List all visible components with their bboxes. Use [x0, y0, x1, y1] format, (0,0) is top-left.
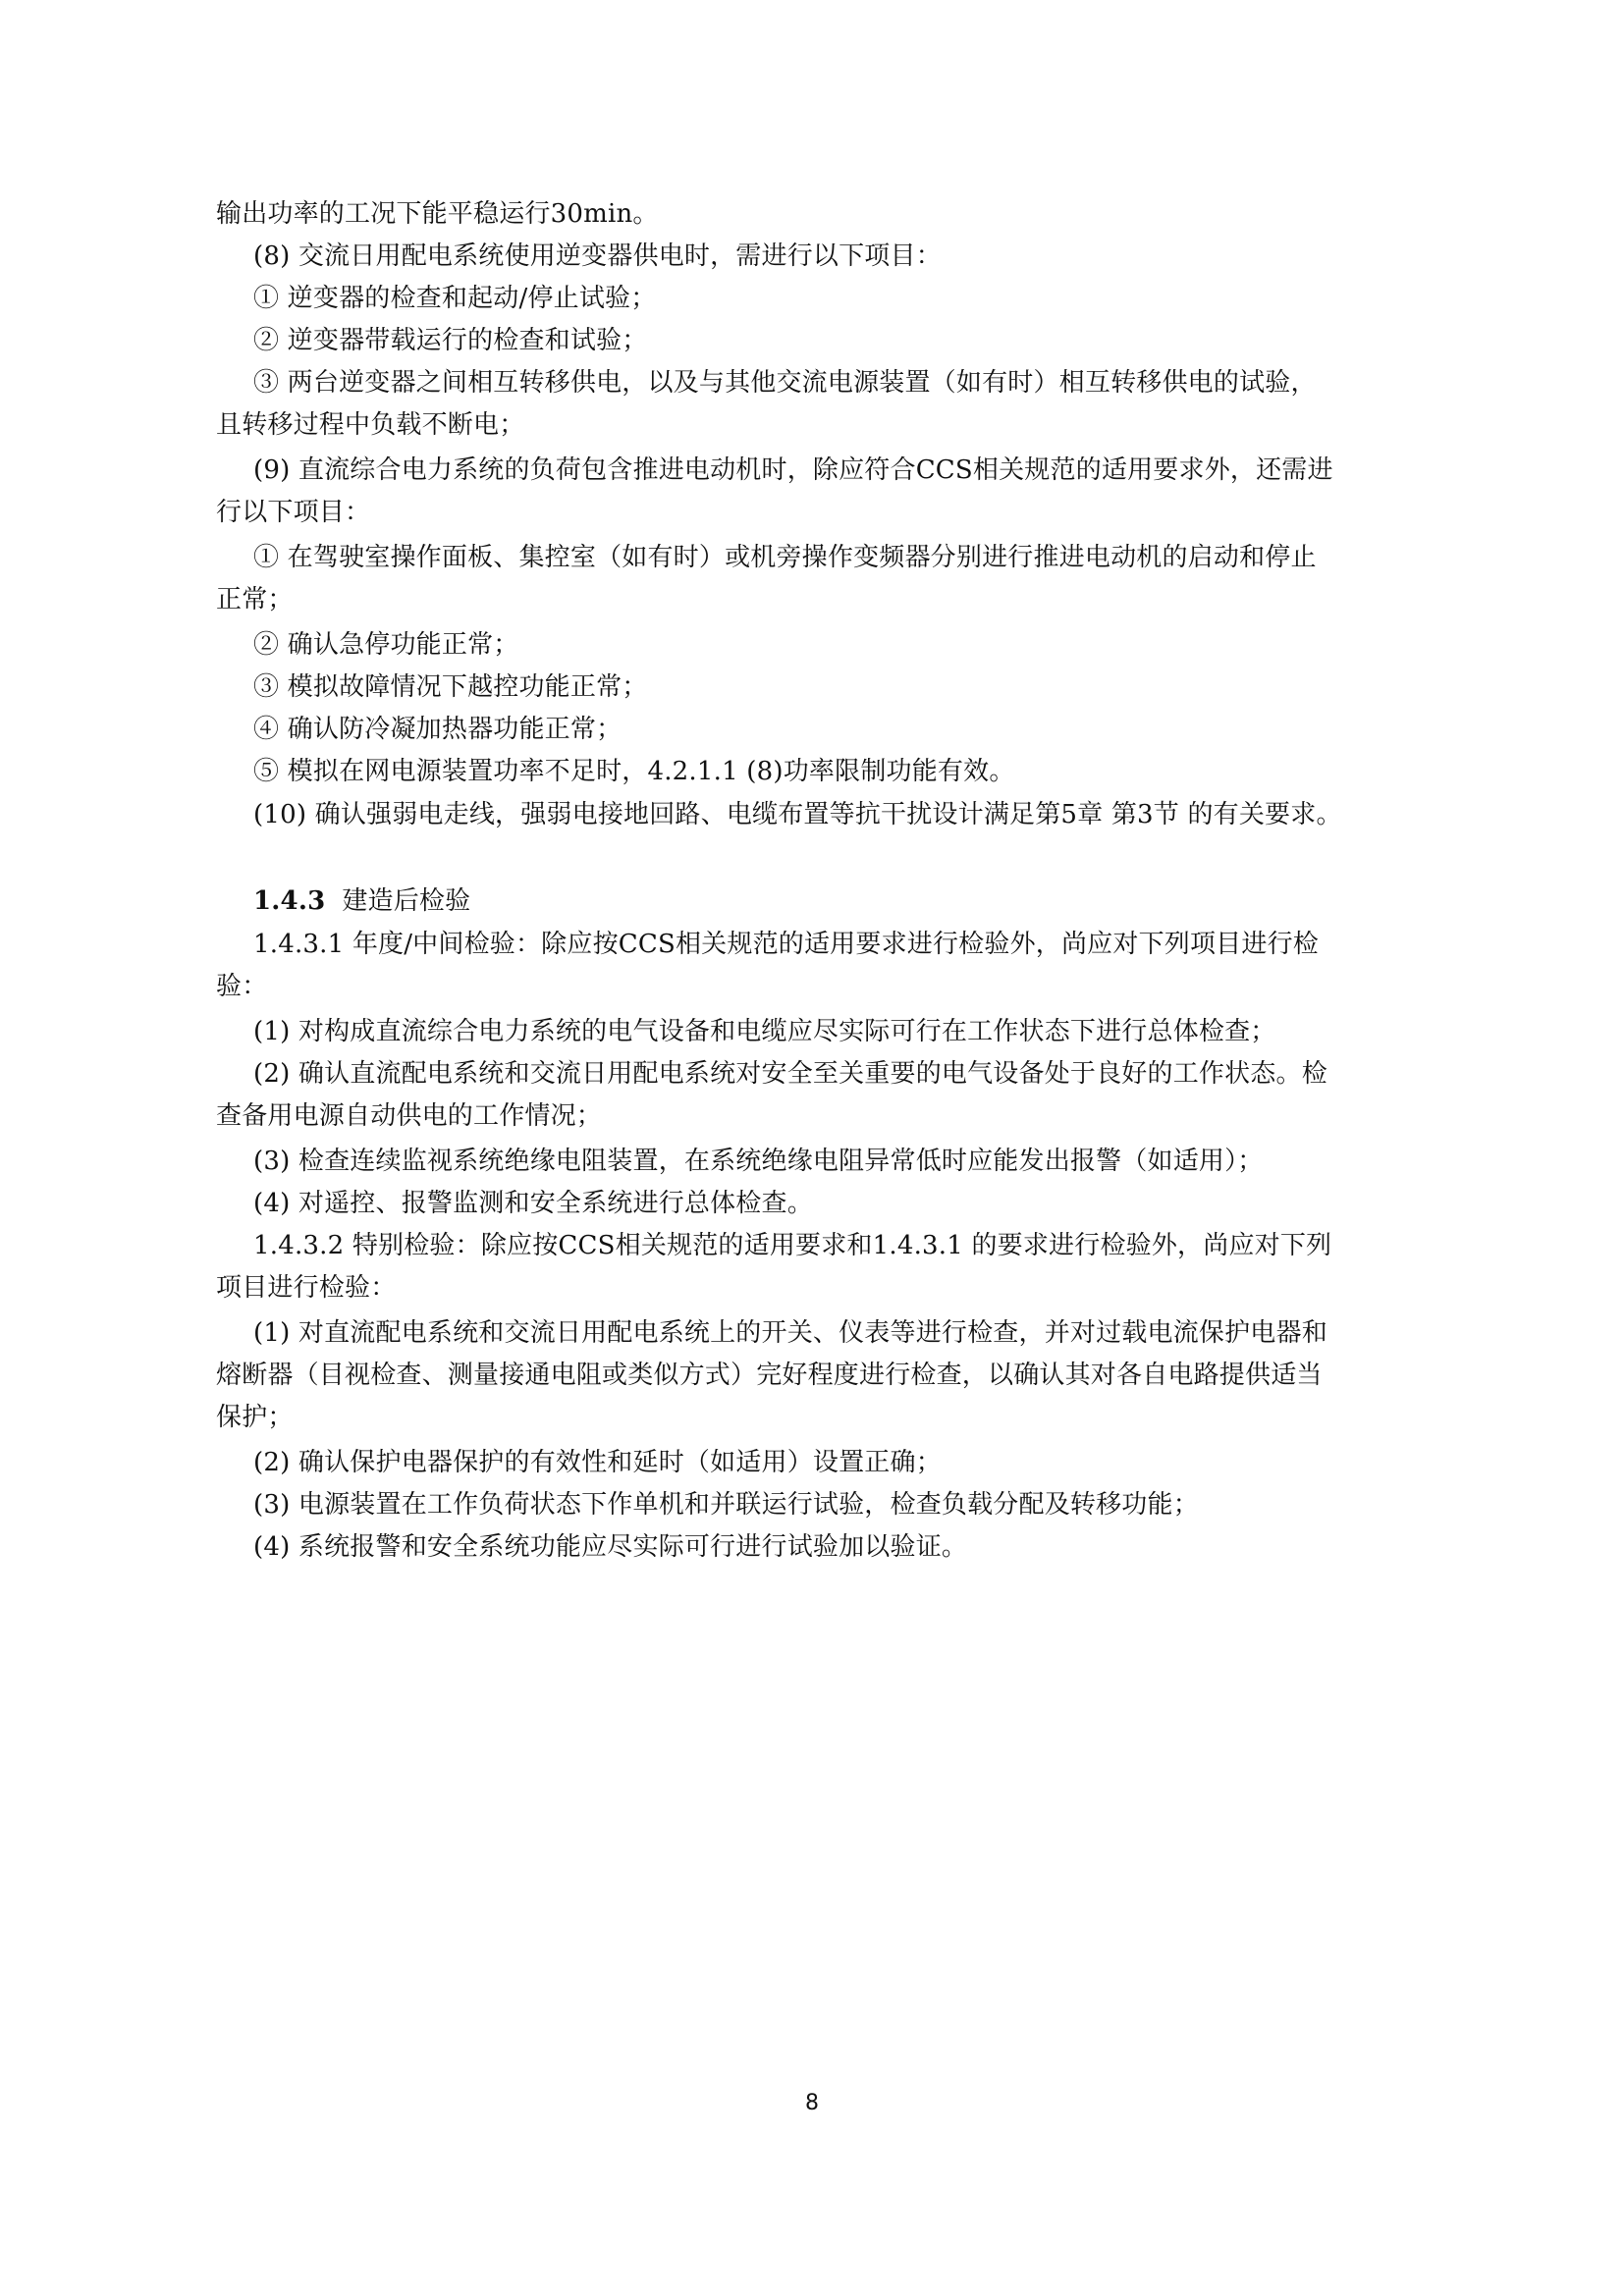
text-line: 查备用电源自动供电的工作情况；: [216, 1101, 603, 1131]
list-item: (2) 确认直流配电系统和交流日用配电系统对安全至关重要的电气设备处于良好的工作状态。检: [253, 1059, 1327, 1089]
list-item: ② 逆变器带载运行的检查和试验；: [253, 326, 648, 355]
list-item: (3) 检查连续监视系统绝缘电阻装置，在系统绝缘电阻异常低时应能发出报警（如适用）；: [253, 1147, 1264, 1176]
section-title: 建造后检验: [342, 886, 471, 916]
list-item: (1) 对直流配电系统和交流日用配电系统上的开关、仪表等进行检查，并对过载电流保护电器和: [253, 1318, 1327, 1348]
page-number: 8: [805, 2091, 819, 2115]
list-item: ① 逆变器的检查和起动/停止试验；: [253, 284, 657, 313]
section-heading: [253, 883, 1471, 919]
clause-1-4-3-2: 1.4.3.2 特别检验：除应按CCS相关规范的适用要求和1.4.3.1 的要求进行检验外，尚应对下列: [253, 1231, 1332, 1260]
section-number: 1.4.3: [253, 886, 326, 916]
text-line: 行以下项目：: [216, 498, 371, 527]
clause-1-4-3-1: 1.4.3.1 年度/中间检验：除应按CCS相关规范的适用要求进行检验外，尚应对下列项目进行检: [253, 930, 1319, 959]
list-item: (2) 确认保护电器保护的有效性和延时（如适用）设置正确；: [253, 1448, 942, 1477]
text-line: 正常；: [216, 585, 294, 614]
list-item: (4) 系统报警和安全系统功能应尽实际可行进行试验加以验证。: [253, 1532, 968, 1562]
list-item: ② 确认急停功能正常；: [253, 630, 519, 660]
list-item: ④ 确认防冷凝加热器功能正常；: [253, 715, 623, 744]
text-line: 保护；: [216, 1403, 294, 1432]
text-line: 且转移过程中负载不断电；: [216, 410, 525, 440]
list-item: (3) 电源装置在工作负荷状态下作单机和并联运行试验，检查负载分配及转移功能；: [253, 1490, 1199, 1520]
text-line: 输出功率的工况下能平稳运行30min。: [216, 199, 659, 229]
list-item: ① 在驾驶室操作面板、集控室（如有时）或机旁操作变频器分别进行推进电动机的启动和停止: [253, 543, 1317, 572]
item-9-heading: (9) 直流综合电力系统的负荷包含推进电动机时，除应符合CCS相关规范的适用要求外，还需进: [253, 455, 1333, 485]
list-item: (1) 对构成直流综合电力系统的电气设备和电缆应尽实际可行在工作状态下进行总体检查；: [253, 1017, 1276, 1046]
text-line: 熔断器（目视检查、测量接通电阻或类似方式）完好程度进行检查，以确认其对各自电路提供适当: [216, 1361, 1323, 1390]
list-item: (4) 对遥控、报警监测和安全系统进行总体检查。: [253, 1189, 813, 1218]
item-8-heading: (8) 交流日用配电系统使用逆变器供电时，需进行以下项目：: [253, 241, 942, 271]
item-10: (10) 确认强弱电走线，强弱电接地回路、电缆布置等抗干扰设计满足第5章 第3节 的有关要求。: [253, 800, 1342, 829]
list-item: ⑤ 模拟在网电源装置功率不足时，4.2.1.1 (8)功率限制功能有效。: [253, 757, 1015, 786]
list-item: ③ 两台逆变器之间相互转移供电，以及与其他交流电源装置（如有时）相互转移供电的试验，: [253, 368, 1317, 398]
list-item: ③ 模拟故障情况下越控功能正常；: [253, 672, 648, 702]
text-line: 验：: [216, 972, 268, 1001]
text-line: 项目进行检验：: [216, 1273, 397, 1303]
